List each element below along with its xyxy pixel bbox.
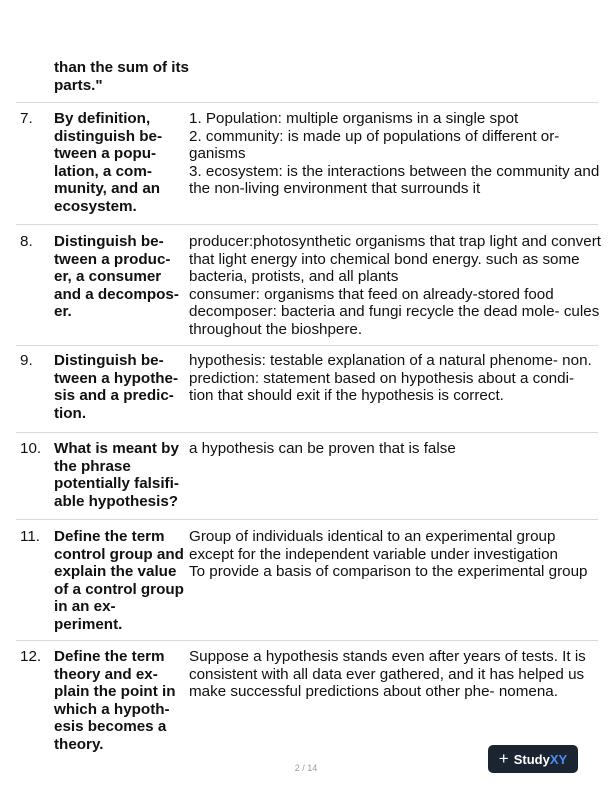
plus-icon: + — [498, 749, 509, 768]
row-divider — [16, 345, 598, 346]
question-number: 8. — [20, 233, 33, 250]
question-text: than the sum of its parts." — [54, 59, 190, 94]
question-text: What is meant by the phrase potentially falsifi- able hypothesis? — [54, 440, 179, 510]
answer-text: a hypothesis can be proven that is false — [189, 440, 456, 457]
row-divider — [16, 224, 598, 225]
row-divider — [16, 519, 598, 520]
answer-text: Suppose a hypothesis stands even after years of tests. It is consistent with all data ever gathered, and it has helped us make successful predictions about other phe- nomena. — [189, 648, 586, 701]
question-text: Define the term theory and ex- plain the point in which a hypoth- esis becomes a theory. — [54, 648, 176, 753]
brand-name-prefix: Study — [513, 751, 550, 767]
answer-text: producer:photosynthetic organisms that trap light and convert that light energy into chemical bond energy. such as some bacteria, protists, and all plants consumer: organisms that feed on already-stored food decomposer: bacteria and fungi recycle the dead mole- cules throughout the bioshpere. — [189, 233, 601, 338]
brand-name-highlight: XY — [549, 751, 568, 767]
row-divider — [16, 102, 598, 103]
question-number: 7. — [20, 110, 33, 127]
row-divider — [16, 432, 598, 433]
answer-text: hypothesis: testable explanation of a natural phenome- non. prediction: statement based on hypothesis about a condi- tion that should exit if the hypothesis is correct. — [189, 352, 592, 405]
question-number: 11. — [20, 528, 40, 545]
question-text: By definition, distinguish be- tween a popu- lation, a com- munity, and an ecosystem. — [54, 110, 162, 215]
answer-text: 1. Population: multiple organisms in a single spot 2. community: is made up of populations of different or- ganisms 3. ecosystem: is the interactions between the community and the non-living environment that surrounds it — [189, 110, 600, 198]
studyxy-logo-button[interactable] — [488, 745, 578, 773]
question-number: 10. — [20, 440, 42, 457]
question-text: Define the term control group and explain the value of a control group in an ex- periment. — [54, 528, 184, 633]
row-divider — [16, 640, 598, 641]
question-number: 9. — [20, 352, 33, 369]
question-text: Distinguish be- tween a produc- er, a consumer and a decompos- er. — [54, 233, 179, 321]
answer-text: Group of individuals identical to an experimental group except for the independent variable under investigation To provide a basis of comparison to the experimental group — [189, 528, 588, 581]
page-indicator: 2 / 14 — [294, 763, 318, 773]
question-text: Distinguish be- tween a hypothe- sis and a predic- tion. — [54, 352, 179, 422]
question-number: 12. — [20, 648, 42, 665]
